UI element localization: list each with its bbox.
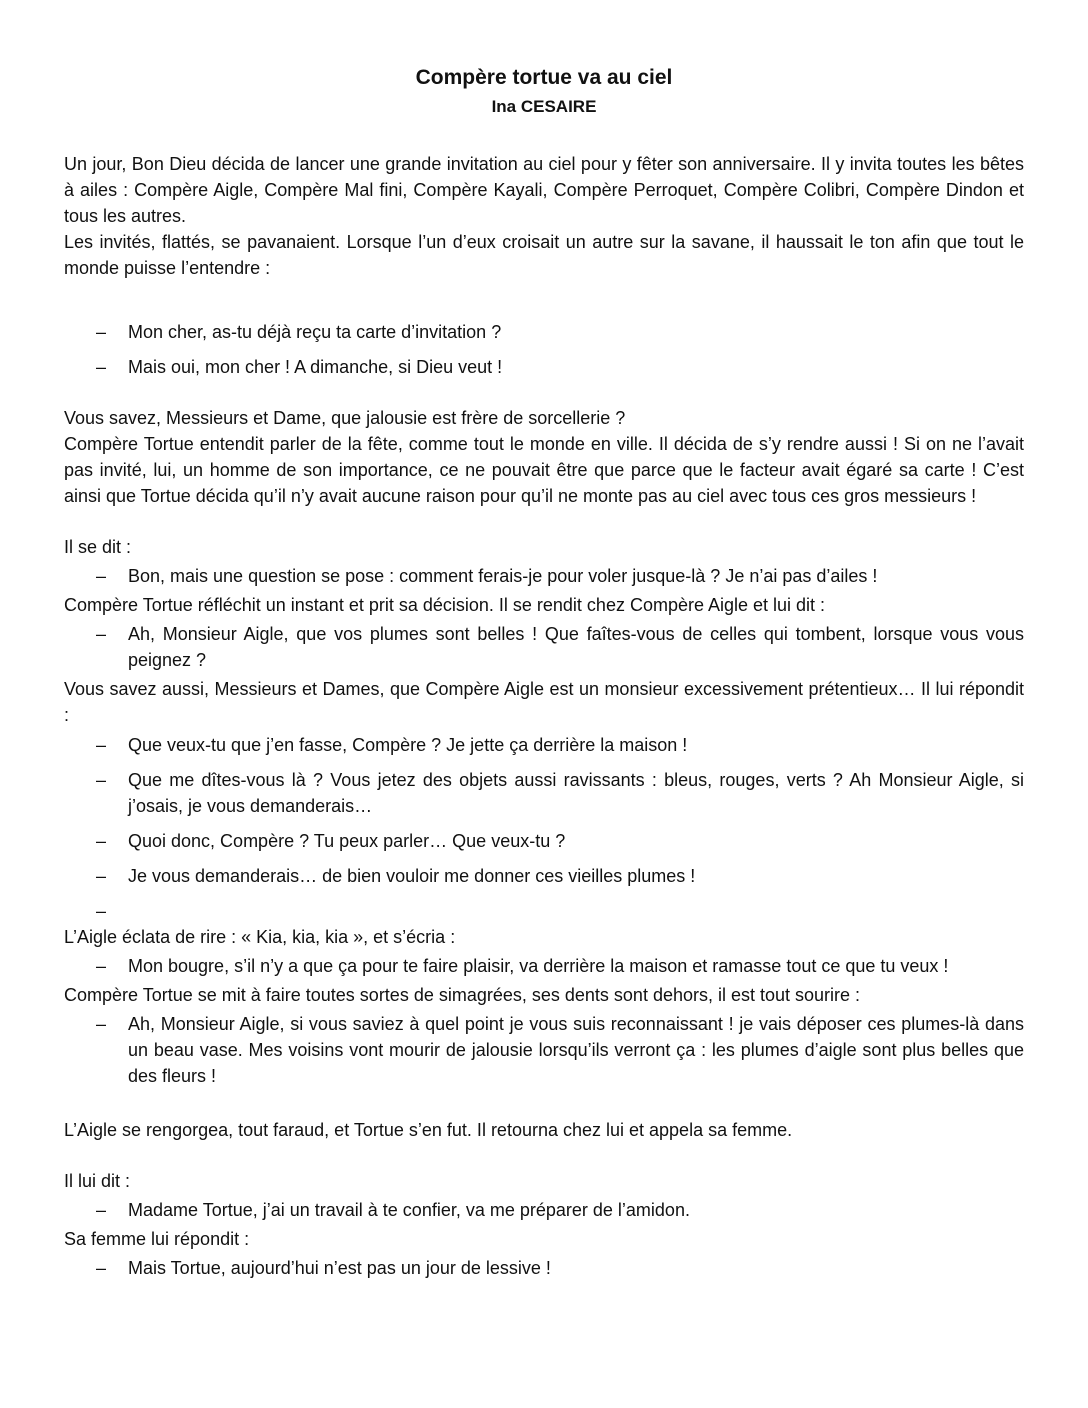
paragraph: Il lui dit : [64,1171,131,1191]
spacer [64,1092,1024,1117]
paragraph: Compère Tortue se mit à faire toutes sortes de simagrées, ses dents sont dehors, il est tout sourire : [64,985,861,1005]
paragraph: L’Aigle éclata de rire : « Kia, kia, kia », et s’écria : [64,927,456,947]
paragraph: Vous savez aussi, Messieurs et Dames, que Compère Aigle est un monsieur excessivement prétentieux… Il lui répondit : [64,679,1024,725]
paragraph: L’Aigle se rengorgea, tout faraud, et Tortue s’en fut. Il retourna chez lui et appela sa femme. [64,1120,793,1140]
paragraph: Vous savez, Messieurs et Dame, que jalousie est frère de sorcellerie ? [64,408,626,428]
document-author: Ina CESAIRE [491,97,597,116]
spacer [64,281,1024,319]
paragraph: Les invités, flattés, se pavanaient. Lorsque l’un d’eux croisait un autre sur la savane, il haussait le ton afin que tout le monde puisse l’entendre : [64,232,1024,278]
dialogue-line: – Je vous demanderais… de bien vouloir me donner ces vieilles plumes ! [64,863,1024,889]
document-page [64,62,1024,1284]
dialogue-line: – Mon bougre, s’il n’y a que ça pour te faire plaisir, va derrière la maison et ramasse tout ce que tu veux ! [64,953,1024,979]
dialogue-list [64,953,1024,979]
dialogue-line: – Quoi donc, Compère ? Tu peux parler… Que veux-tu ? [64,828,1024,854]
spacer [64,1143,1024,1168]
paragraph: Sa femme lui répondit : [64,1229,250,1249]
dialogue-line: – Ah, Monsieur Aigle, si vous saviez à quel point je vous suis reconnaissant ! je vais déposer ces plumes-là dans un beau vase. Mes voisins vont mourir de jalousie lorsqu’ils verront ça : les plumes d’aigle sont plus belles que des fleurs ! [64,1011,1024,1089]
dialogue-line: – Mon cher, as-tu déjà reçu ta carte d’invitation ? [64,319,1024,345]
dialogue-list [64,621,1024,673]
paragraph: Un jour, Bon Dieu décida de lancer une grande invitation au ciel pour y fêter son anniversaire. Il y invita toutes les bêtes à ailes : Compère Aigle, Compère Mal fini, Compère Kayali, Compère Perroquet, Compère Colibri, Compère Dindon et tous les autres. [64,154,1024,226]
paragraph: Compère Tortue réfléchit un instant et prit sa décision. Il se rendit chez Compère Aigle et lui dit : [64,595,826,615]
dialogue-list [64,1011,1024,1089]
paragraph: Il se dit : [64,537,132,557]
dialogue-line: – Bon, mais une question se pose : comment ferais-je pour voler jusque-là ? Je n’ai pas d’ailes ! [64,563,1024,589]
document-title: Compère tortue va au ciel [415,66,673,89]
spacer [64,380,1024,405]
dialogue-list [64,319,1024,380]
dialogue-line: – Que veux-tu que j’en fasse, Compère ? Je jette ça derrière la maison ! [64,732,1024,758]
dialogue-list [64,1197,1024,1223]
dialogue-line: – Mais oui, mon cher ! A dimanche, si Dieu veut ! [64,354,1024,380]
dialogue-line: – Que me dîtes-vous là ? Vous jetez des objets aussi ravissants : bleus, rouges, verts ? Ah Monsieur Aigle, si j’osais, je vous demanderais… [64,767,1024,819]
dialogue-line: – Mais Tortue, aujourd’hui n’est pas un jour de lessive ! [64,1255,1024,1281]
paragraph: Compère Tortue entendit parler de la fête, comme tout le monde en ville. Il décida de s’y rendre aussi ! Si on ne l’avait pas invité, lui, un homme de son importance, ce ne pouvait être que parce que le facteur avait égaré sa carte ! C’est ainsi que Tortue décida qu’il n’y avait aucune raison pour qu’il ne monte pas au ciel avec tous ces gros messieurs ! [64,434,1024,506]
dialogue-line-empty [64,898,1024,924]
dialogue-line: – Madame Tortue, j’ai un travail à te confier, va me préparer de l’amidon. [64,1197,1024,1223]
dialogue-list [64,1255,1024,1281]
dialogue-list [64,732,1024,924]
spacer [64,509,1024,534]
dialogue-list [64,563,1024,589]
dialogue-line: – Ah, Monsieur Aigle, que vos plumes sont belles ! Que faîtes-vous de celles qui tombent, lorsque vous vous peignez ? [64,621,1024,673]
